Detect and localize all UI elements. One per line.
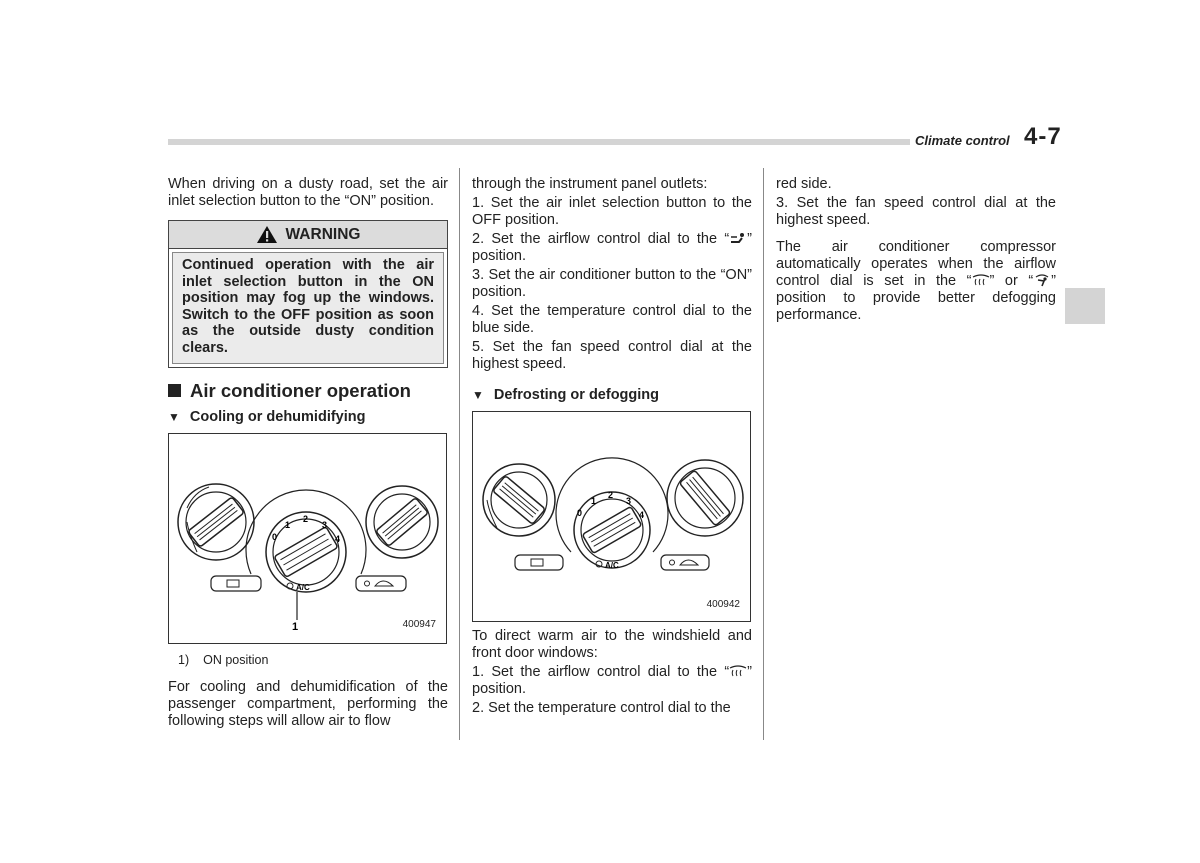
compressor-paragraph xyxy=(776,239,1056,324)
temperature-dial-icon xyxy=(667,460,743,536)
defrost-step-2: 2. Set the temperature control dial to the xyxy=(472,700,731,716)
figure-code: 400942 xyxy=(706,599,740,610)
section-title: Air conditioner operation xyxy=(190,379,411,401)
header-rule xyxy=(168,139,910,145)
column-divider xyxy=(763,168,764,740)
subsection-title: Cooling or dehumidifying xyxy=(189,408,366,425)
fan-speed-4-label: 4 xyxy=(639,510,645,520)
defrost-paragraph: To direct warm air to the windshield and front door windows: xyxy=(472,628,752,661)
chapter-thumb-tab xyxy=(1065,288,1105,324)
figure-caption xyxy=(178,652,448,669)
fan-speed-3-label: 3 xyxy=(626,496,632,506)
continued-text: red side. xyxy=(776,176,832,192)
fan-speed-dial-icon xyxy=(556,458,668,568)
fan-speed-3-label: 3 xyxy=(322,519,328,530)
airflow-dial-icon xyxy=(483,464,555,536)
continued-text: through the instrument panel outlets: xyxy=(472,176,708,192)
subsection-heading xyxy=(168,409,448,426)
column-1 xyxy=(168,176,448,730)
ac-label: A/C xyxy=(296,582,310,592)
triangle-bullet-icon: ▼ xyxy=(168,409,180,424)
cooling-paragraph: For cooling and dehumidification of the passenger compartment, performing the following steps will allow air to flow xyxy=(168,678,448,729)
compressor-text-a: The air conditioner compressor automatically operates when the airflow control dial is set in the “ xyxy=(776,239,1056,289)
defrost-icon xyxy=(729,665,747,678)
figure-cooling-controls xyxy=(168,433,447,644)
step-3: 3. Set the air conditioner button to the “ON” position. xyxy=(472,267,752,300)
step-4: 4. Set the temperature control dial to the blue side. xyxy=(472,303,752,336)
caption-number: 1) xyxy=(178,652,190,667)
warning-header xyxy=(169,221,447,249)
defrost-step-1-text-b: ” position. xyxy=(472,664,752,697)
fan-speed-dial-icon xyxy=(246,490,366,592)
figure-defrost-controls xyxy=(472,411,751,622)
intro-paragraph: When driving on a dusty road, set the air inlet selection button to the “ON” position. xyxy=(168,176,448,209)
figure-code: 400947 xyxy=(402,618,436,630)
column-2 xyxy=(472,176,752,717)
step-3: 3. Set the fan speed control dial at the highest speed. xyxy=(776,195,1056,228)
subsection-heading xyxy=(472,387,752,404)
caption-text: ON position xyxy=(203,652,269,667)
triangle-bullet-icon: ▼ xyxy=(472,388,484,402)
face-vent-icon xyxy=(729,232,747,245)
climate-control-panel-illustration xyxy=(169,434,446,643)
fan-speed-0-label: 0 xyxy=(577,508,583,518)
fan-speed-1-label: 1 xyxy=(591,496,597,506)
step-1: 1. Set the air inlet selection button to the OFF position. xyxy=(472,195,752,228)
header-section-title: Climate control xyxy=(915,133,1010,148)
step-2-text-b: ” position. xyxy=(472,231,752,264)
fan-speed-2-label: 2 xyxy=(303,513,309,524)
airflow-dial-icon xyxy=(178,484,254,560)
column-3 xyxy=(776,176,1056,324)
step-2-text-a: 2. Set the airflow control dial to the “ xyxy=(472,231,730,247)
column-divider xyxy=(459,168,460,740)
step-2 xyxy=(472,231,752,265)
fan-speed-1-label: 1 xyxy=(285,519,291,530)
step-5: 5. Set the fan speed control dial at the highest speed. xyxy=(472,339,752,372)
warning-triangle-icon xyxy=(256,225,278,244)
warning-box xyxy=(168,220,448,368)
fan-speed-0-label: 0 xyxy=(272,531,278,542)
warning-title: WARNING xyxy=(285,226,361,243)
temperature-dial-icon xyxy=(366,486,438,558)
defrost-icon xyxy=(972,274,990,287)
section-heading xyxy=(168,379,448,401)
fan-speed-4-label: 4 xyxy=(335,533,341,544)
air-inlet-button-icon xyxy=(661,555,709,570)
defrost-step-1-text-a: 1. Set the airflow control dial to the “ xyxy=(472,664,730,680)
ac-label: A/C xyxy=(605,561,619,570)
callout-number: 1 xyxy=(292,620,299,633)
rear-defogger-button-icon xyxy=(515,555,563,570)
subsection-title: Defrosting or defogging xyxy=(493,387,660,403)
compressor-text-b: ” or “ xyxy=(989,273,1034,289)
defrost-foot-icon xyxy=(1033,274,1051,287)
rear-defogger-button-icon xyxy=(211,576,261,591)
fan-speed-2-label: 2 xyxy=(608,490,614,500)
air-inlet-button-icon xyxy=(356,576,406,591)
climate-control-panel-illustration xyxy=(473,412,750,621)
section-bullet-icon xyxy=(168,384,181,397)
compressor-text-c: ” position to provide better defogging performance. xyxy=(776,273,1056,323)
defrost-step-1 xyxy=(472,664,752,698)
page-number: 4-7 xyxy=(1024,123,1062,150)
warning-text: Continued operation with the air inlet selection button in the ON position may fog up the windows. Switch to the OFF position as soon as the outside dusty condition clears. xyxy=(172,252,444,364)
